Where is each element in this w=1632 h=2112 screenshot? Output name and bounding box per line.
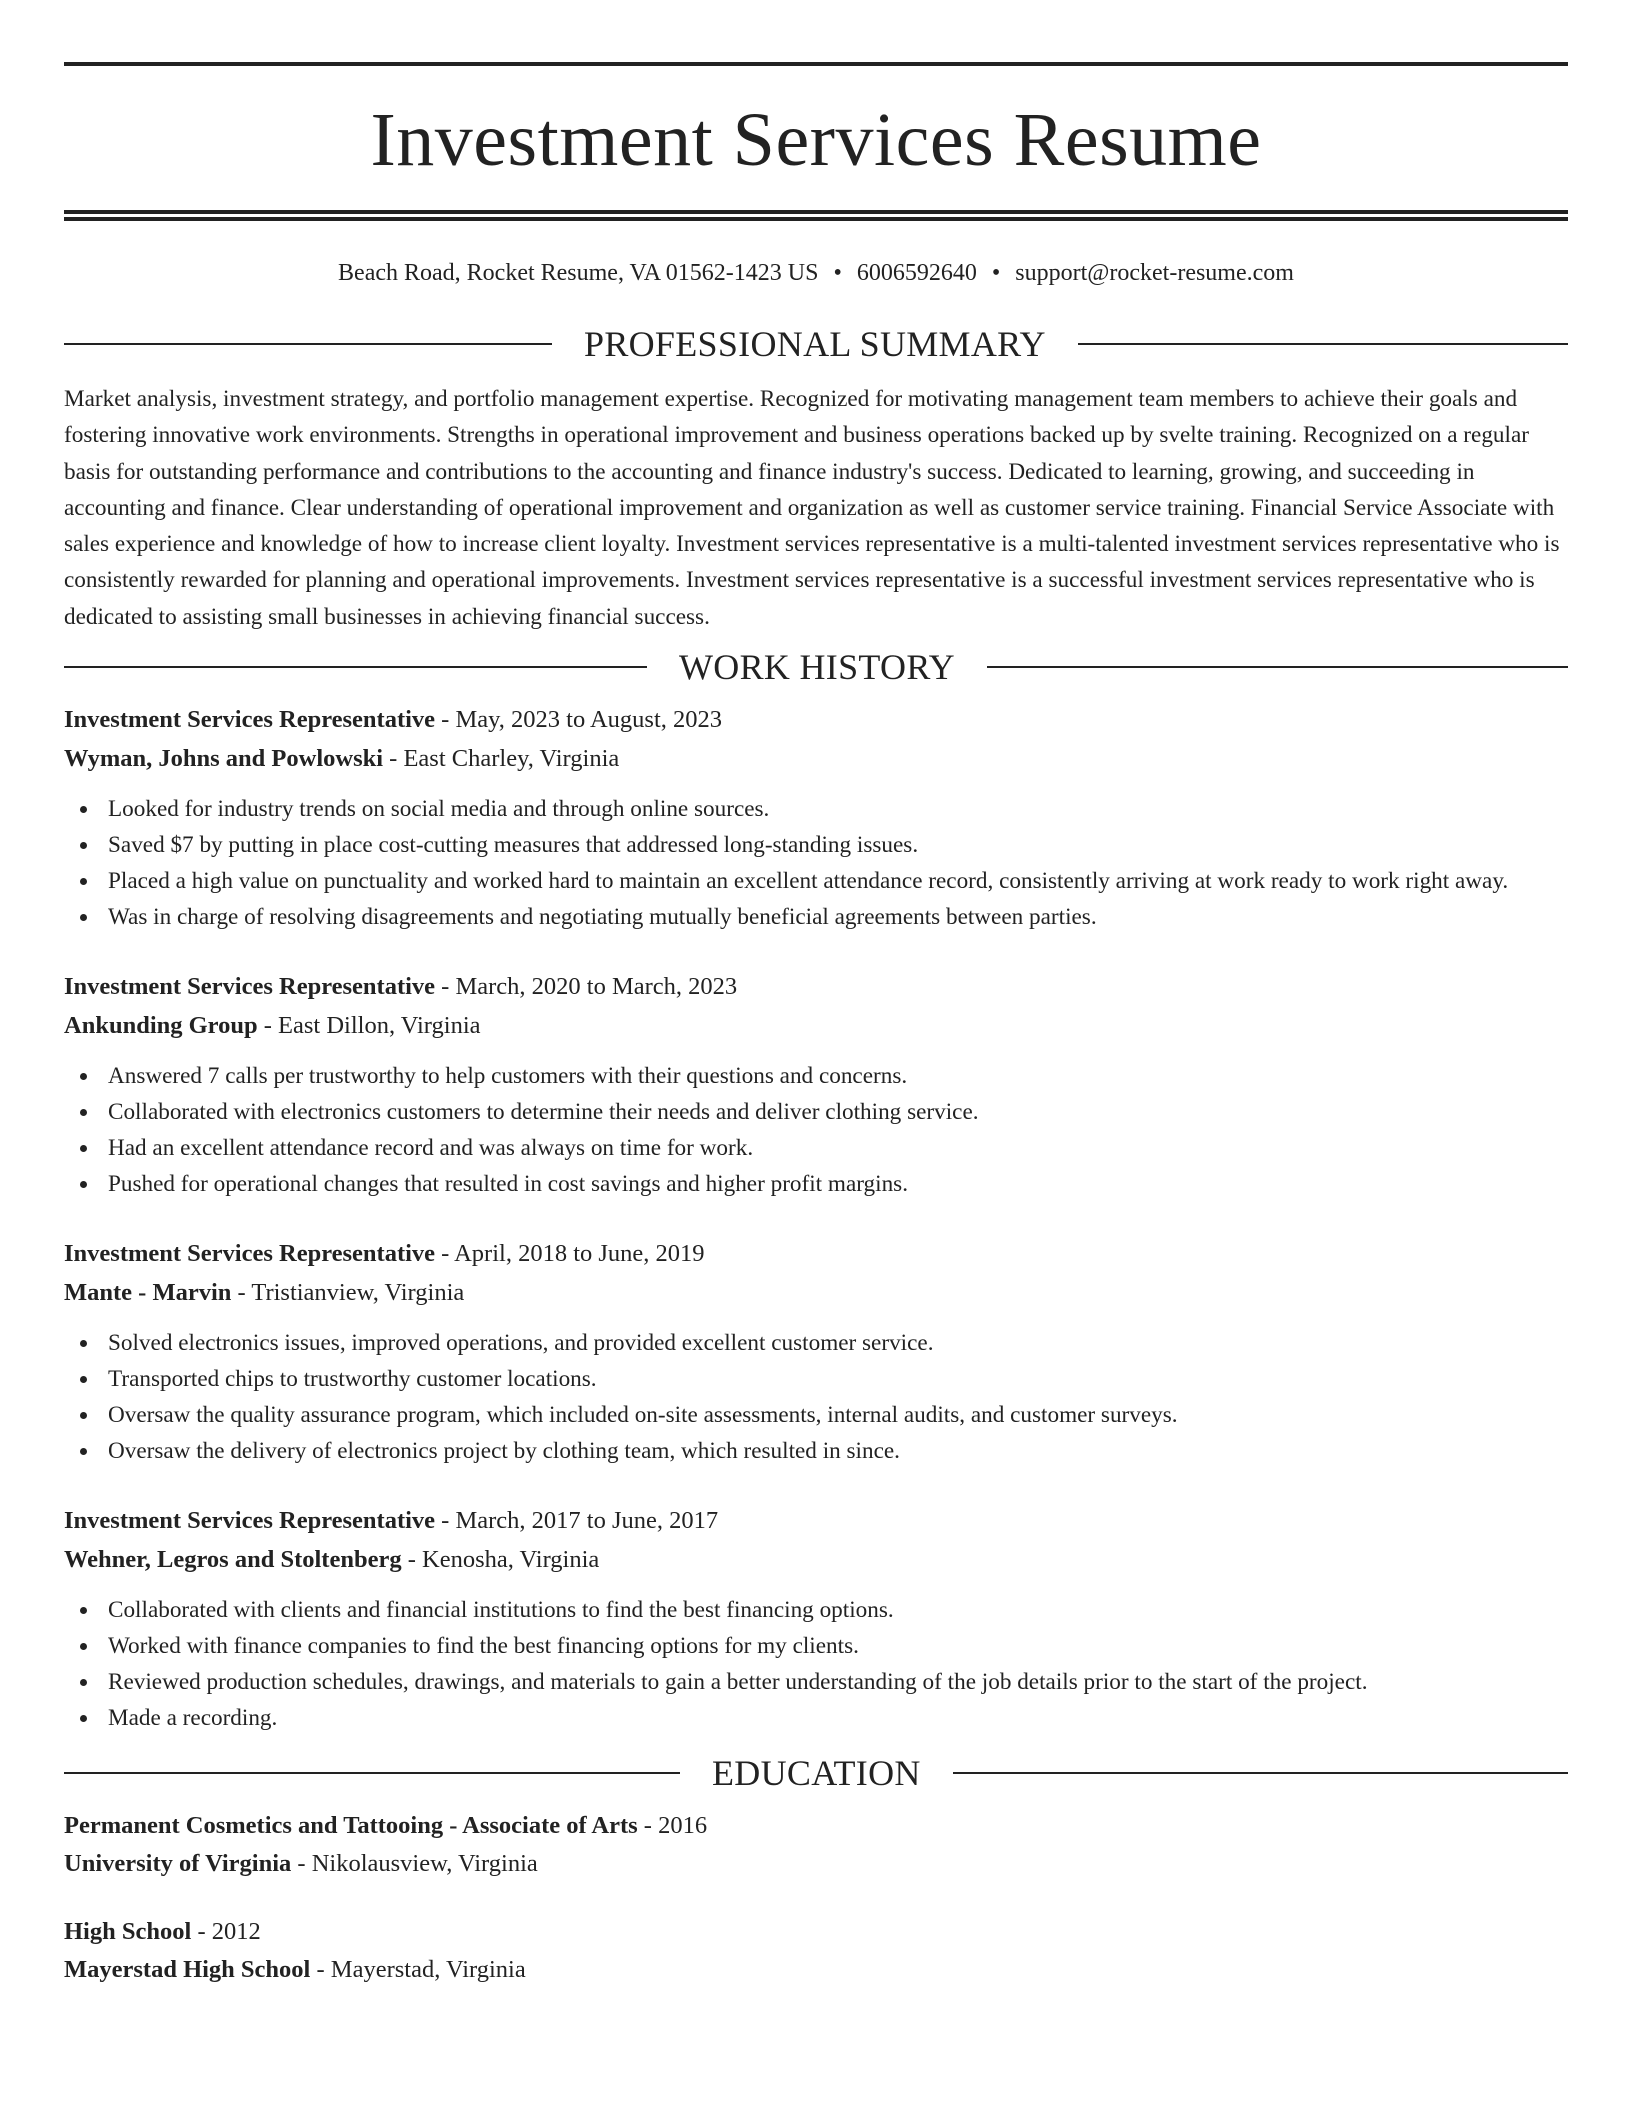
list-item: Oversaw the delivery of electronics project by clothing team, which resulted in since. [64, 1433, 1568, 1469]
list-item: Saved $7 by putting in place cost-cutting measures that addressed long-standing issues. [64, 827, 1568, 863]
job-dates: - May, 2023 to August, 2023 [435, 706, 723, 734]
job-location: - East Charley, Virginia [383, 744, 620, 772]
education-school-line [64, 1951, 1568, 1989]
job-company-line [64, 740, 1568, 779]
job-title-line [64, 701, 1568, 740]
job-location: - Tristianview, Virginia [231, 1278, 465, 1306]
resume-page [64, 62, 1568, 1989]
education-school: Mayerstad High School [64, 1956, 311, 1984]
job-bullets [64, 791, 1568, 935]
job-title: Investment Services Representative [64, 706, 436, 734]
job-bullets [64, 1592, 1568, 1736]
job-dates: - March, 2017 to June, 2017 [435, 1507, 719, 1535]
list-item: Worked with finance companies to find the best financing options for my clients. [64, 1628, 1568, 1664]
education-entry [64, 1913, 1568, 1989]
section-title: PROFESSIONAL SUMMARY [584, 324, 1046, 364]
job-company-line [64, 1541, 1568, 1580]
education-school: University of Virginia [64, 1850, 292, 1878]
list-item: Made a recording. [64, 1700, 1568, 1736]
education-entry [64, 1807, 1568, 1883]
job-company: Ankunding Group [64, 1011, 258, 1039]
education-degree: High School [64, 1918, 192, 1946]
job-title-line [64, 1235, 1568, 1274]
job-bullets [64, 1325, 1568, 1469]
job-dates: - March, 2020 to March, 2023 [435, 973, 738, 1001]
resume-title: Investment Services Resume [370, 98, 1262, 182]
heading-rule [64, 343, 552, 345]
summary-text: Market analysis, investment strategy, and portfolio management expertise. Recognized for motivating management team members to achieve their goals and fostering innovative work environments. Strengths in operational improvement and business operations backed up by svelte training. Recognized on a regular basis for outstanding performance and contributions to the accounting and finance industry's success. Dedicated to learning, growing, and succeeding in accounting and finance. Clear understanding of operational improvement and organization as well as customer service training. Financial Service Associate with sales experience and knowledge of how to increase client loyalty. Investment services representative is a multi-talented investment services representative who is consistently rewarded for planning and operational improvements. Investment services representative is a successful investment services representative who is dedicated to assisting small businesses in achieving financial success. [64, 386, 1560, 630]
list-item: Collaborated with electronics customers to determine their needs and deliver clothing service. [64, 1094, 1568, 1130]
section-heading-education [64, 1753, 1568, 1793]
list-item: Transported chips to trustworthy customer locations. [64, 1361, 1568, 1397]
education-location: - Nikolausview, Virginia [291, 1850, 538, 1878]
job-company: Wehner, Legros and Stoltenberg [64, 1545, 402, 1573]
section-heading-work-history [64, 647, 1568, 687]
job-location: - Kenosha, Virginia [401, 1545, 600, 1573]
education-degree-line [64, 1913, 1568, 1951]
list-item: Had an excellent attendance record and was always on time for work. [64, 1130, 1568, 1166]
job-entry [64, 968, 1568, 1202]
heading-rule [987, 666, 1568, 668]
education-year: - 2012 [191, 1918, 261, 1946]
list-item: Placed a high value on punctuality and worked hard to maintain an excellent attendance record, consistently arriving at work ready to work right away. [64, 863, 1568, 899]
job-title-line [64, 968, 1568, 1007]
education-location: - Mayerstad, Virginia [310, 1956, 526, 1984]
contact-address: Beach Road, Rocket Resume, VA 01562-1423 US [338, 260, 819, 286]
list-item: Solved electronics issues, improved operations, and provided excellent customer service. [64, 1325, 1568, 1361]
contact-separator: • [991, 260, 1001, 286]
title-double-rule [64, 210, 1568, 221]
job-entry [64, 1235, 1568, 1469]
list-item: Oversaw the quality assurance program, which included on-site assessments, internal audits, and customer surveys. [64, 1397, 1568, 1433]
job-title: Investment Services Representative [64, 973, 436, 1001]
list-item: Collaborated with clients and financial institutions to find the best financing options. [64, 1592, 1568, 1628]
education-degree-line [64, 1807, 1568, 1845]
job-location: - East Dillon, Virginia [257, 1011, 481, 1039]
section-heading-summary [64, 324, 1568, 364]
contact-email: support@rocket-resume.com [1015, 260, 1294, 286]
job-company: Mante - Marvin [64, 1278, 232, 1306]
contact-phone: 6006592640 [856, 260, 977, 286]
heading-rule [953, 1772, 1568, 1774]
contact-separator: • [833, 260, 842, 286]
heading-rule [64, 1772, 680, 1774]
job-dates: - April, 2018 to June, 2019 [435, 1240, 705, 1268]
section-title: WORK HISTORY [679, 647, 955, 688]
list-item: Answered 7 calls per trustworthy to help customers with their questions and concerns. [64, 1058, 1568, 1094]
job-bullets [64, 1058, 1568, 1202]
list-item: Reviewed production schedules, drawings, and materials to gain a better understanding of the job details prior to the start of the project. [64, 1664, 1568, 1700]
list-item: Pushed for operational changes that resulted in cost savings and higher profit margins. [64, 1166, 1568, 1202]
job-title-line [64, 1502, 1568, 1541]
job-company-line [64, 1274, 1568, 1313]
job-title: Investment Services Representative [64, 1240, 436, 1268]
section-title: EDUCATION [712, 1753, 921, 1794]
job-entry [64, 701, 1568, 935]
contact-line [64, 258, 1568, 288]
job-entry [64, 1502, 1568, 1736]
list-item: Looked for industry trends on social media and through online sources. [64, 791, 1568, 827]
job-company: Wyman, Johns and Powlowski [64, 744, 384, 772]
job-title: Investment Services Representative [64, 1507, 436, 1535]
heading-rule [64, 666, 647, 668]
education-year: - 2016 [637, 1812, 708, 1840]
heading-rule [1078, 343, 1568, 345]
job-company-line [64, 1007, 1568, 1046]
education-school-line [64, 1845, 1568, 1883]
list-item: Was in charge of resolving disagreements and negotiating mutually beneficial agreements between parties. [64, 899, 1568, 935]
education-degree: Permanent Cosmetics and Tattooing - Associate of Arts [64, 1812, 638, 1840]
